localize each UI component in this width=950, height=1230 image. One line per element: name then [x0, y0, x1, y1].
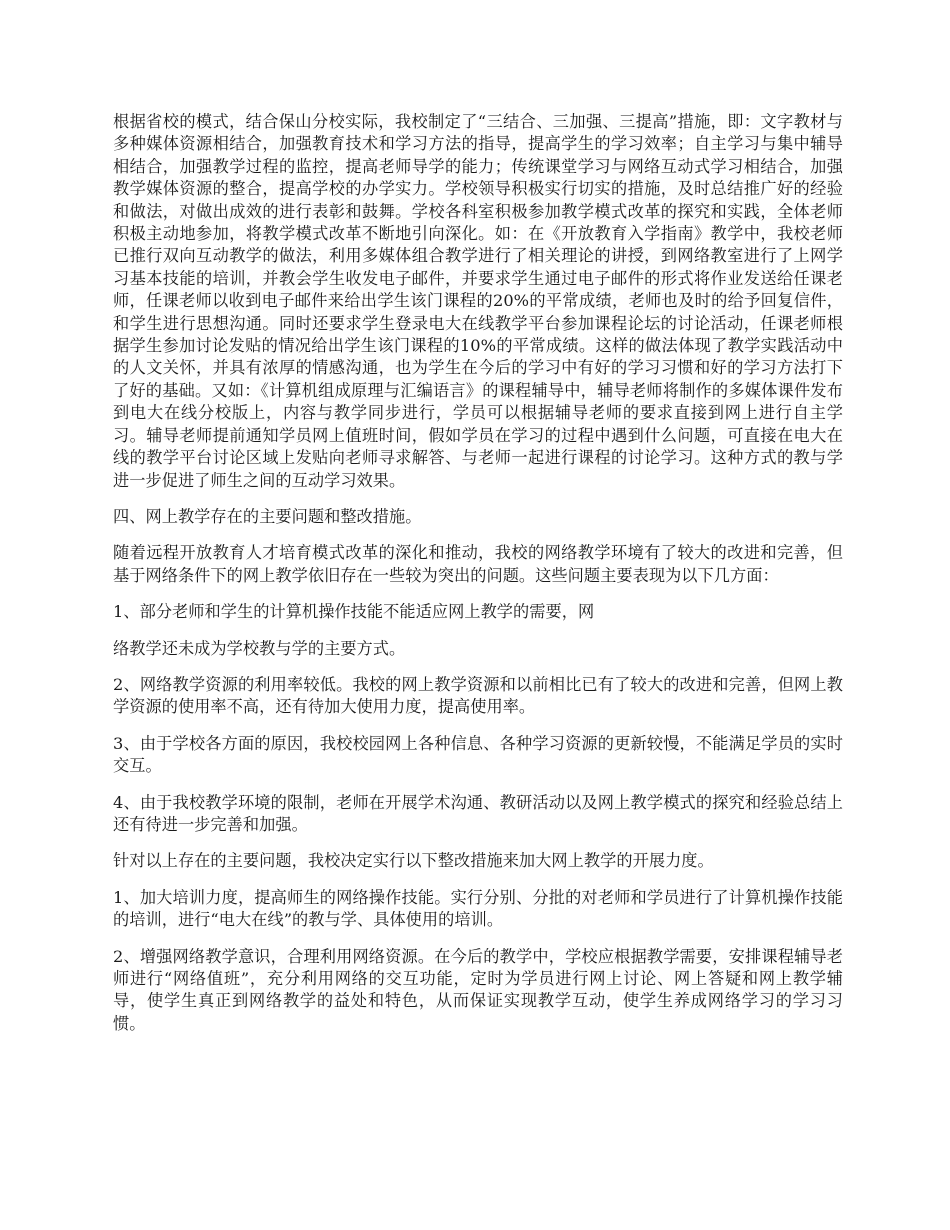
paragraph-measures-intro: 针对以上存在的主要问题，我校决定实行以下整改措施来加大网上教学的开展力度。: [113, 851, 714, 871]
problem-item-3: 3、由于学校各方面的原因，我校校园网上各种信息、各种学习资源的更新较慢，不能满足学员的实时交互。: [113, 733, 843, 776]
problem-item-2: 2、网络教学资源的利用率较低。我校的网上教学资源和以前相比已有了较大的改进和完善，但网上教学资源的使用率不高，还有待加大使用力度，提高使用率。: [113, 674, 843, 717]
paragraph-problems-intro: 随着远程开放教育人才培育模式改革的深化和推动，我校的网络教学环境有了较大的改进和完善，但基于网络条件下的网上教学依旧存在一些较为突出的问题。这些问题主要表现为以下几方面：: [113, 543, 843, 585]
problem-item-1-part-b: 络教学还未成为学校教与学的主要方式。: [113, 638, 406, 658]
document-page: [113, 111, 843, 1049]
paragraph-teaching-model-reform: 根据省校的模式，结合保山分校实际，我校制定了“三结合、三加强、三提高”措施，即：文字教材与多种媒体资源相结合，加强教育技术和学习方法的指导，提高学生的学习效率；自主学习与集中辅导相结合，加强教学过程的监控，提高老师导学的能力；传统课堂学习与网络互动式学习相结合，加强教学媒体资源的整合，提高学校的办学实力。学校领导积极实行切实的措施，及时总结推广好的经验和做法，对做出成效的进行表彰和鼓舞。学校各科室积极参加教学模式改革的探究和实践，全体老师积极主动地参加，将教学模式改革不断地引向深化。如：在《开放教育入学指南》教学中，我校老师已推行双向互动教学的做法，利用多媒体组合教学进行了相关理论的讲授，到网络教室进行了上网学习基本技能的培训，并教会学生收发电子邮件，并要求学生通过电子邮件的形式将作业发送给任课老师，任课老师以收到电子邮件来给出学生该门课程的20%的平常成绩，老师也及时的给予回复信件，和学生进行思想沟通。同时还要求学生登录电大在线教学平台参加课程论坛的讨论活动，任课老师根据学生参加讨论发贴的情况给出学生该门课程的10%的平常成绩。这样的做法体现了教学实践活动中的人文关怀，并具有浓厚的情感沟通，也为学生在今后的学习中有好的学习习惯和好的学习方法打下了好的基础。又如：《计算机组成原理与汇编语言》的课程辅导中，辅导老师将制作的多媒体课件发布到电大在线分校版上，内容与教学同步进行，学员可以根据辅导老师的要求直接到网上进行自主学习。辅导老师提前通知学员网上值班时间，假如学员在学习的过程中遇到什么问题，可直接在电大在线的教学平台讨论区域上发贴向老师寻求解答、与老师一起进行课程的讨论学习。这种方式的教与学进一步促进了师生之间的互动学习效果。: [113, 112, 843, 490]
problem-item-4: 4、由于我校教学环境的限制，老师在开展学术沟通、教研活动以及网上教学模式的探究和经验总结上还有待进一步完善和加强。: [113, 792, 843, 834]
measure-item-1: 1、加大培训力度，提高师生的网络操作技能。实行分别、分批的对老师和学员进行了计算机操作技能的培训，进行“电大在线”的教与学、具体使用的培训。: [113, 887, 843, 930]
measure-item-2: 2、增强网络教学意识，合理利用网络资源。在今后的教学中，学校应根据教学需要，安排课程辅导老师进行“网络值班”，充分利用网络的交互功能，定时为学员进行网上讨论、网上答疑和网上教学辅导，使学生真正到网络教学的益处和特色，从而保证实现教学互动，使学生养成网络学习的学习习惯。: [113, 946, 843, 1033]
problem-item-1-part-a: 1、部分老师和学生的计算机操作技能不能适应网上教学的需要，网: [113, 602, 595, 622]
section-heading-problems-and-measures: 四、网上教学存在的主要问题和整改措施。: [113, 506, 422, 526]
